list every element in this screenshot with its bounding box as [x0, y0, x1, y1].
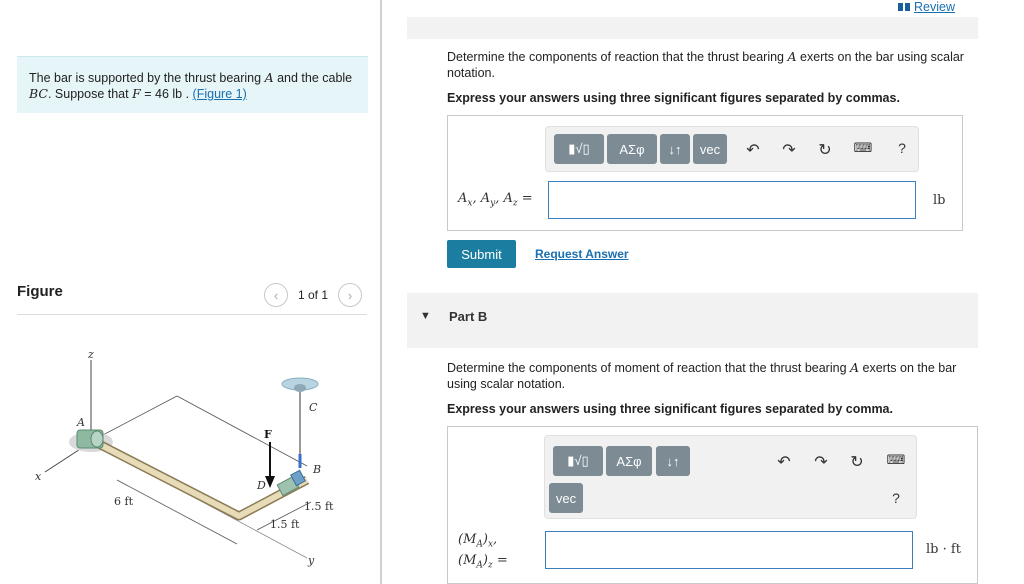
bar-diagram	[17, 330, 367, 584]
figure-pager	[264, 283, 362, 307]
help-button[interactable]: ?	[898, 140, 906, 156]
symbols-button[interactable]: ΑΣφ	[607, 134, 657, 164]
axis-z-label: z	[88, 348, 94, 361]
keyboard-icon-b[interactable]: ⌨	[886, 452, 906, 467]
part-a-answer-input[interactable]	[548, 181, 916, 219]
part-b-instruction: Express your answers using three significant figures separated by comma.	[447, 402, 893, 416]
axis-y-label: y	[308, 554, 315, 567]
part-a-unit: lb	[933, 193, 946, 208]
undo-icon-b[interactable]: ↶	[777, 454, 791, 471]
dim-15ft-a: 1.5 ft	[270, 518, 300, 531]
part-a-answer-box	[447, 115, 963, 231]
part-a-instruction: Express your answers using three significant figures separated by commas.	[447, 91, 900, 105]
point-b-tag: B	[313, 463, 322, 476]
part-b-title[interactable]: Part B	[449, 309, 488, 324]
book-icon	[898, 2, 910, 12]
vec-button-b[interactable]: vec	[549, 483, 583, 513]
redo-icon[interactable]: ↷	[782, 142, 796, 159]
force-label: F	[264, 428, 272, 441]
problem-statement: The bar is supported by the thrust bearing A and the cable BC. Suppose that F = 46 lb . (Figure 1)	[17, 56, 368, 113]
part-a-question: Determine the components of reaction that the thrust bearing A exerts on the bar using scalar notation.	[447, 49, 964, 80]
part-b-unit: lb · ft	[926, 542, 961, 557]
part-a-header-bar	[407, 17, 978, 39]
chevron-right-icon[interactable]: ›	[338, 283, 362, 307]
dim-15ft-b: 1.5 ft	[304, 500, 334, 513]
part-b-header[interactable]	[407, 293, 978, 348]
dim-6ft: 6 ft	[114, 495, 133, 508]
symbols-button-b[interactable]: ΑΣφ	[606, 446, 652, 476]
pager-text: 1 of 1	[298, 288, 329, 302]
cable-label: BC	[29, 86, 48, 101]
templates-button[interactable]: ▮√▯	[554, 134, 604, 164]
point-a-tag: A	[77, 416, 85, 429]
reset-icon[interactable]: ↻	[818, 142, 832, 159]
part-b-answer-box	[447, 426, 978, 584]
figure-heading: Figure	[17, 283, 63, 300]
figure-link[interactable]: (Figure 1)	[192, 87, 247, 101]
point-a-label: A	[264, 70, 274, 85]
point-c-tag: C	[309, 401, 318, 414]
part-b-label: $(M_A)_x$, $(M_A)_z$ =	[458, 532, 508, 571]
figure-divider	[17, 314, 367, 315]
part-b-answer-input[interactable]	[545, 531, 913, 569]
collapse-caret-icon[interactable]: ▼	[420, 310, 431, 322]
undo-icon[interactable]: ↶	[746, 142, 760, 159]
review-link[interactable]: Review	[898, 0, 955, 14]
chevron-left-icon[interactable]: ‹	[264, 283, 288, 307]
point-d-tag: D	[257, 479, 266, 492]
part-b-question: Determine the components of moment of reaction that the thrust bearing A exerts on the bar using scalar notation.	[447, 360, 957, 391]
part-b-toolbar	[544, 435, 917, 519]
help-button-b[interactable]: ?	[892, 490, 900, 506]
part-a-toolbar	[545, 126, 919, 172]
keyboard-icon[interactable]: ⌨	[853, 140, 873, 155]
templates-button-b[interactable]: ▮√▯	[553, 446, 603, 476]
panel-divider	[380, 0, 382, 584]
request-answer-link[interactable]: Request Answer	[535, 247, 629, 261]
sort-button-b[interactable]: ↓↑	[656, 446, 690, 476]
axis-x-label: x	[35, 470, 42, 483]
submit-button[interactable]: Submit	[447, 240, 516, 268]
vec-button[interactable]: vec	[693, 134, 727, 164]
redo-icon-b[interactable]: ↷	[814, 454, 828, 471]
sort-button[interactable]: ↓↑	[660, 134, 690, 164]
reset-icon-b[interactable]: ↻	[850, 454, 864, 471]
part-a-label: $A_x$, $A_y$, $A_z$ =	[458, 191, 533, 209]
